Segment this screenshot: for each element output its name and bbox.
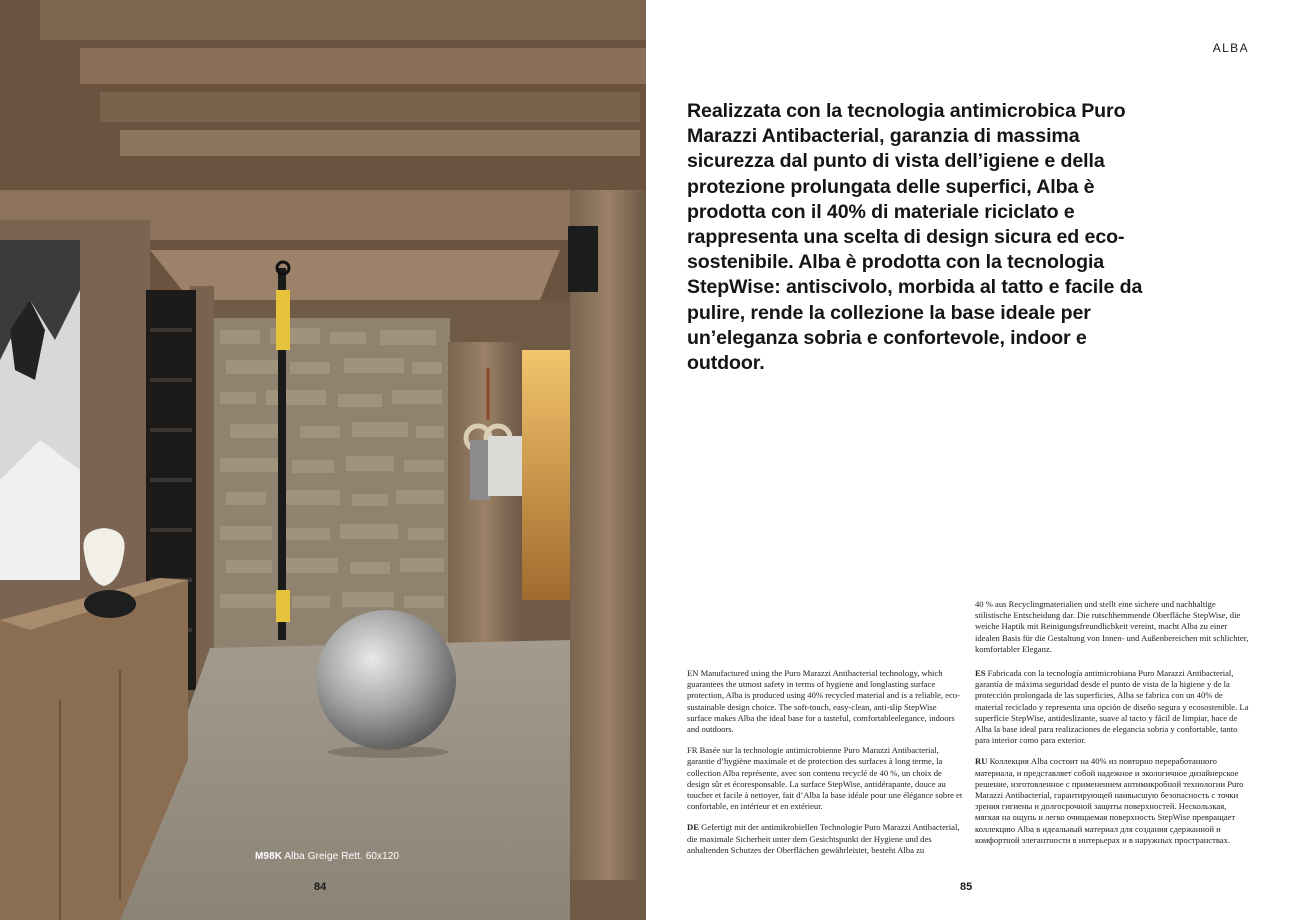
photo-caption bbox=[255, 851, 399, 862]
lang-code-ru: RU bbox=[975, 756, 988, 767]
headline: Realizzata con la tecnologia antimicrobica Puro Marazzi Antibacterial, garanzia di massima sicurezza dal punto di vista dell’igiene e della protezione prolungata delle superfici, Alba è prodotta con il 40% di materiale riciclato e rappresenta una scelta di design sicura ed eco-sostenibile. Alba è prodotta con la tecnologia StepWise: antiscivolo, morbida al tatto e facile da pulire, rende la collezione la base ideale per un’eleganza sobria e confortevole, indoor e outdoor. bbox=[687, 100, 1143, 375]
lang-code-de: DE bbox=[687, 822, 699, 833]
lang-code-en: EN bbox=[687, 668, 699, 678]
paragraph-ru bbox=[975, 756, 1251, 846]
lang-code-fr: FR bbox=[687, 745, 698, 756]
paragraph-fr bbox=[687, 745, 963, 812]
product-description: Alba Greige Rett. 60x120 bbox=[284, 851, 400, 862]
text-column-right-top bbox=[975, 599, 1251, 665]
paragraph-es-text: Fabricada con la tecnología antimicrobiana Puro Marazzi Antibacterial, garantía de máxima seguridad desde el punto de vista de la higiene y de la protección prolongada de las superficies, Alba se fabrica con un 40% de material reciclado y representa una opción de diseño segura y ecosostenible. La superficie StepWise, antideslizante, suave al tacto y fácil de limpiar, hace de Alba la base ideal para realizaciones de elegancia sobria y confortable, tanto para interior como para exterior. bbox=[975, 668, 1249, 746]
paragraph-fr-text: Basée sur la technologie antimicrobienne Puro Marazzi Antibacterial, garantie d’hygiène maximale et de protection des surfaces à long terme, la collection Alba représente, avec son contenu recyclé de 40 %, un choix de design sûr et écoresponsable. La surface StepWise, antidérapante, douce au toucher et facile à nettoyer, fait d’Alba la base idéale pour une élégance sobre et confortable, en intérieur et en extérieur. bbox=[687, 745, 963, 812]
paragraph-es bbox=[975, 668, 1251, 746]
paragraph-ru-text: Коллекция Alba состоит на 40% из повторно переработанного материала, и представляет собой надежное и экологичное дизайнерское решение, изготовленное с применением антимикробной технологии Puro Marazzi Antibacterial, гарантирующей наивысшую безопасность с точки зрения гигиены и долгосрочной защиты поверхностей. Нескользкая, мягкая на ощупь и легко очищаемая поверхность StepWise превращает коллекцию Alba в идеальный материал для создания сдержанной и комфортной элегантности в интерьерах и в наружных пространствах. bbox=[975, 756, 1244, 845]
page-number-left: 84 bbox=[314, 881, 327, 893]
paragraph-de-continued: 40 % aus Recyclingmaterialien und stellt eine sichere und nachhaltige stilistische Entscheidung dar. Die rutschhemmende Oberfläche StepWise, die weiche Haptik mit Reinigungsfreundlichkeit vereint, macht Alba zu einer idealen Basis für die Gestaltung von Innen- und Außenbereichen mit schlichter, komfortabler Eleganz. bbox=[975, 599, 1249, 654]
page-number-right: 85 bbox=[960, 881, 973, 893]
text-column-left bbox=[687, 668, 963, 866]
paragraph-en-text: Manufactured using the Puro Marazzi Antibacterial technology, which guarantees the utmost safety in terms of hygiene and longlasting surface protection, Alba is produced using 40% recycled material and is a reliable, eco-sustainable design choice. The soft-touch, easy-clean, anti-slip StepWise surface makes Alba the ideal base for a tasteful, comfortableelegance, indoors and outdoors. bbox=[687, 668, 960, 735]
product-code: M98K bbox=[255, 851, 283, 862]
text-column-right bbox=[975, 668, 1251, 856]
paragraph-de bbox=[687, 822, 963, 856]
section-label: ALBA bbox=[1212, 41, 1249, 55]
lang-code-es: ES bbox=[975, 668, 986, 678]
paragraph-en bbox=[687, 668, 963, 735]
paragraph-de-text-1: Gefertigt mit der antimikrobiellen Technologie Puro Marazzi Antibacterial, die maximale Sicherheit unter dem Gesichtspunkt der Hygiene und des anhaltenden Schutzes der Oberflächen gewährleistet, besteht Alba zu bbox=[687, 822, 960, 855]
